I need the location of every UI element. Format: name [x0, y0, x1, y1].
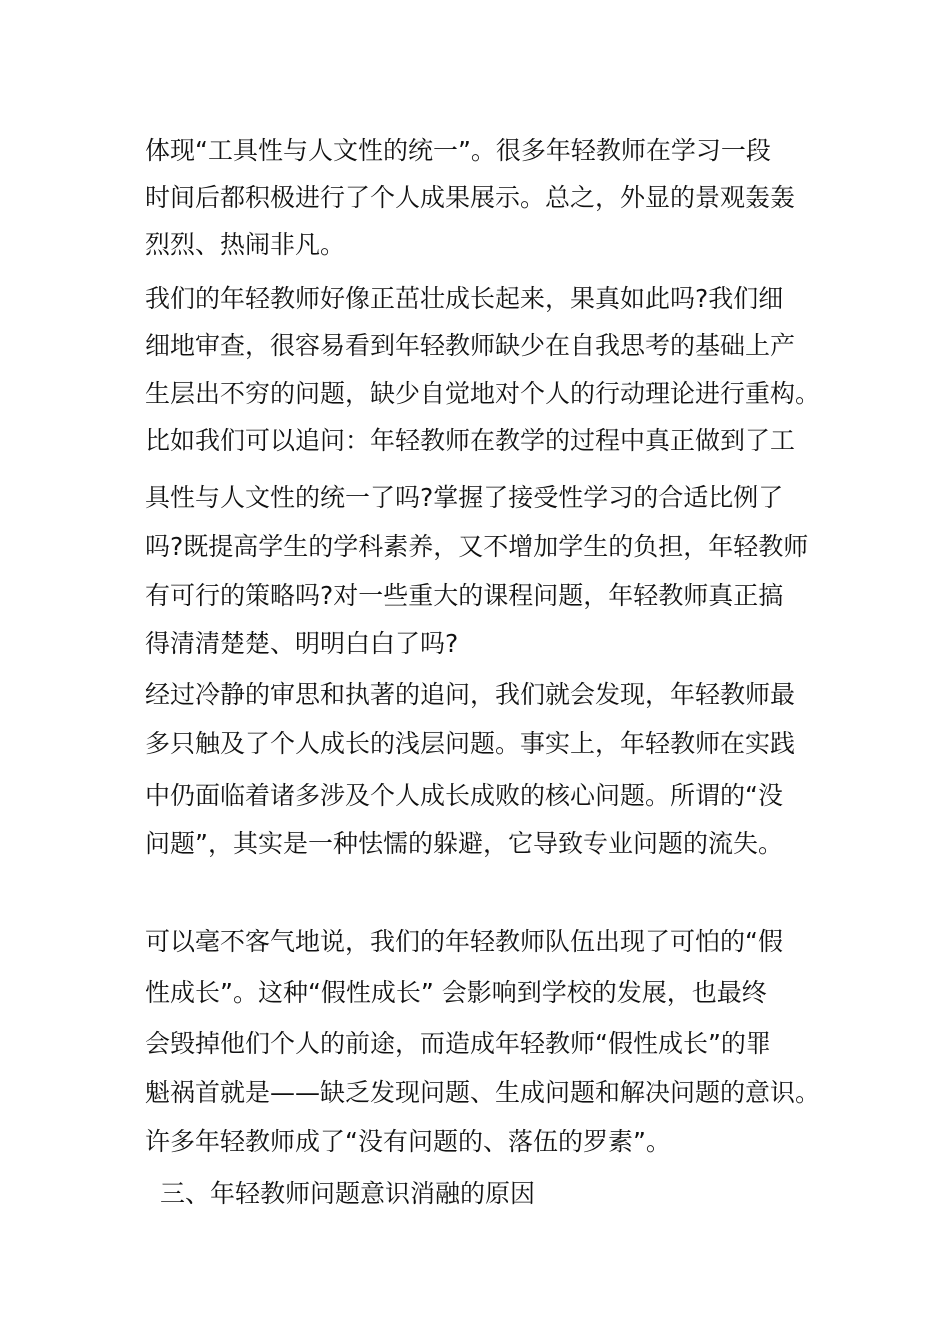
body-text-line: 中仍面临着诸多涉及个人成长成败的核心问题。所谓的“没 — [145, 781, 783, 810]
body-text-line: 会毁掉他们个人的前途，而造成年轻教师“假性成长”的罪 — [145, 1029, 771, 1058]
body-text-line: 生层出不穷的问题，缺少自觉地对个人的行动理论进行重构。 — [145, 379, 821, 408]
body-text-line: 细地审查，很容易看到年轻教师缺少在自我思考的基础上产 — [145, 331, 796, 360]
body-text-line: 可以毫不客气地说，我们的年轻教师队伍出现了可怕的“假 — [145, 927, 783, 956]
body-text-line: 吗?既提高学生的学科素养，又不增加学生的负担，年轻教师 — [145, 532, 809, 561]
body-text-line: 许多年轻教师成了“没有问题的、落伍的罗素”。 — [145, 1127, 671, 1156]
body-text-line: 多只触及了个人成长的浅层问题。事实上，年轻教师在实践 — [145, 729, 796, 758]
body-text-line: 时间后都积极进行了个人成果展示。总之，外显的景观轰轰 — [145, 183, 796, 212]
body-text-line: 得清清楚楚、明明白白了吗? — [145, 629, 459, 658]
body-text-line: 烈烈、热闹非凡。 — [145, 230, 346, 259]
body-text-line: 有可行的策略吗?对一些重大的课程问题，年轻教师真正搞 — [145, 581, 784, 610]
body-text-line: 我们的年轻教师好像正茁壮成长起来，果真如此吗?我们细 — [145, 284, 784, 313]
body-text-line: 经过冷静的审思和执著的追问，我们就会发现，年轻教师最 — [145, 680, 796, 709]
body-text-line: 体现“工具性与人文性的统一”。很多年轻教师在学习一段 — [145, 136, 771, 165]
body-text-line: 问题”，其实是一种怯懦的躲避，它导致专业问题的流失。 — [145, 829, 783, 858]
body-text-line: 比如我们可以追问：年轻教师在教学的过程中真正做到了工 — [145, 426, 796, 455]
body-text-line: 性成长”。这种“假性成长” 会影响到学校的发展，也最终 — [145, 978, 767, 1007]
body-text-line: 魁祸首就是——缺乏发现问题、生成问题和解决问题的意识。 — [145, 1078, 821, 1107]
section-heading: 三、年轻教师问题意识消融的原因 — [160, 1179, 536, 1208]
body-text-line: 具性与人文性的统一了吗?掌握了接受性学习的合适比例了 — [145, 483, 784, 512]
